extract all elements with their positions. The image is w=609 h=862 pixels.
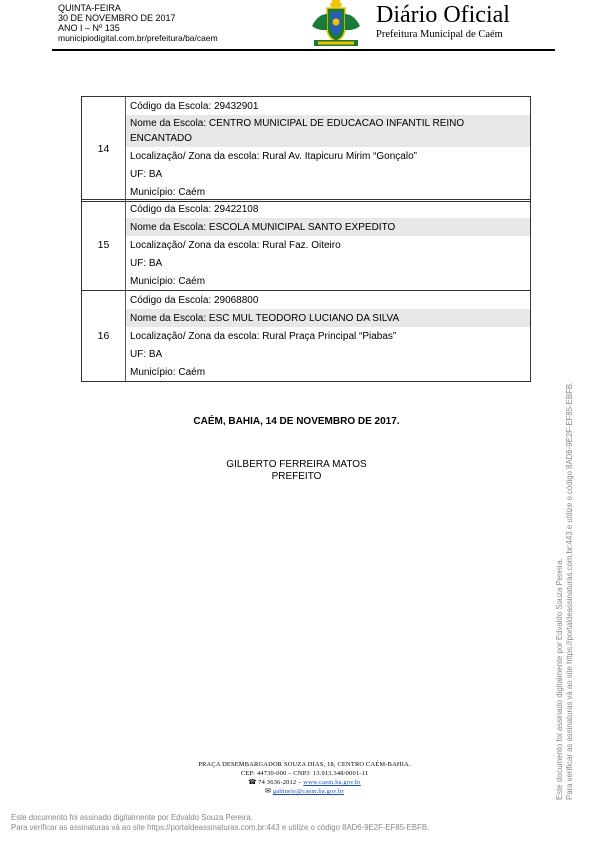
school-uf: UF: BA xyxy=(130,257,163,269)
envelope-icon: ✉ xyxy=(265,787,272,795)
footer-phone: ☎ 74 3636-2012 – xyxy=(248,779,304,786)
school-fields xyxy=(126,200,530,290)
header-info xyxy=(58,3,218,43)
school-municipality: Município: Caém xyxy=(130,275,206,287)
school-municipality: Município: Caém xyxy=(130,366,206,378)
footer-phone-line xyxy=(0,778,609,787)
school-number: 16 xyxy=(82,291,126,381)
header-date: 30 DE NOVEMBRO DE 2017 xyxy=(58,13,176,23)
school-name: Nome da Escola: ESCOLA MUNICIPAL SANTO EXPEDITO xyxy=(126,218,530,236)
school-uf: UF: BA xyxy=(130,348,163,360)
school-code: Código da Escola: 29422108 xyxy=(130,203,259,215)
footer-cep-cnpj: CEP: 44730-000 – CNPJ: 13.913.348/0001-11 xyxy=(240,770,369,777)
footer-email-line xyxy=(0,787,609,796)
signature-vertical-line-1: Este documento foi assinado digitalmente por Edvaldo Souza Pereira. xyxy=(555,558,564,800)
coat-of-arms-icon xyxy=(308,0,364,48)
place-date: CAÉM, BAHIA, 14 DE NOVEMBRO DE 2017. xyxy=(193,416,400,427)
school-name: Nome da Escola: ESC MUL TEODORO LUCIANO DA SILVA xyxy=(126,309,530,327)
signature-notice-vertical xyxy=(555,340,575,800)
footer-address: PRAÇA DESEMBARGADOR SOUZA DIAS, 18, CENTRO CAÉM-BAHIA. xyxy=(198,761,411,768)
school-name: Nome da Escola: CENTRO MUNICIPAL DE EDUCACAO INFANTIL REINO ENCANTADO xyxy=(126,115,530,147)
footer-email-link[interactable]: gabinete@caem.ba.gov.br xyxy=(272,788,344,795)
school-location: Localização/ Zona da escola: Rural Av. Itapicuru Mirim “Gonçalo” xyxy=(130,150,417,162)
school-number: 15 xyxy=(82,200,126,290)
footer xyxy=(0,760,609,796)
school-record xyxy=(81,199,531,291)
gazette-title: Diário Oficial xyxy=(376,2,510,28)
school-fields xyxy=(126,97,530,201)
footer-website-link[interactable]: www.caem.ba.gov.br xyxy=(303,779,361,786)
school-municipality: Município: Caém xyxy=(130,186,206,198)
school-code: Código da Escola: 29432901 xyxy=(130,100,259,112)
header-divider xyxy=(52,49,555,51)
school-location: Localização/ Zona da escola: Rural Faz. Oiteiro xyxy=(130,239,341,251)
gazette-subtitle: Prefeitura Municipal de Caém xyxy=(376,29,503,40)
school-number: 14 xyxy=(82,97,126,201)
school-code: Código da Escola: 29068800 xyxy=(130,294,259,306)
school-fields xyxy=(126,291,530,381)
school-record xyxy=(81,96,531,202)
header-weekday: QUINTA-FEIRA xyxy=(58,3,121,13)
signature-line-2: Para verificar as assinaturas vá ao site https://portaldeassinaturas.com.br:443 e utilize o código 8AD6-9E2F-EF85-EBFB. xyxy=(11,823,430,832)
school-record xyxy=(81,290,531,382)
header-site: municipiodigital.com.br/prefeitura/ba/caem xyxy=(58,33,218,43)
header-title-block xyxy=(376,1,510,41)
signer-name: GILBERTO FERREIRA MATOS xyxy=(226,459,367,470)
school-uf: UF: BA xyxy=(130,168,163,180)
signature-line-1: Este documento foi assinado digitalmente por Edvaldo Souza Pereira. xyxy=(11,813,253,822)
signer-block xyxy=(0,459,601,483)
header-edition: ANO I – Nº 135 xyxy=(58,23,120,33)
signature-vertical-line-2: Para verificar as assinaturas vá ao site https://portaldeassinaturas.com.br:443 e utilize o código 8AD6-9E2F-EF85-EBFB. xyxy=(565,381,574,800)
signature-notice xyxy=(11,813,429,833)
school-location: Localização/ Zona da escola: Rural Praça Principal “Piabas” xyxy=(130,330,397,342)
signer-role: PREFEITO xyxy=(271,471,322,482)
